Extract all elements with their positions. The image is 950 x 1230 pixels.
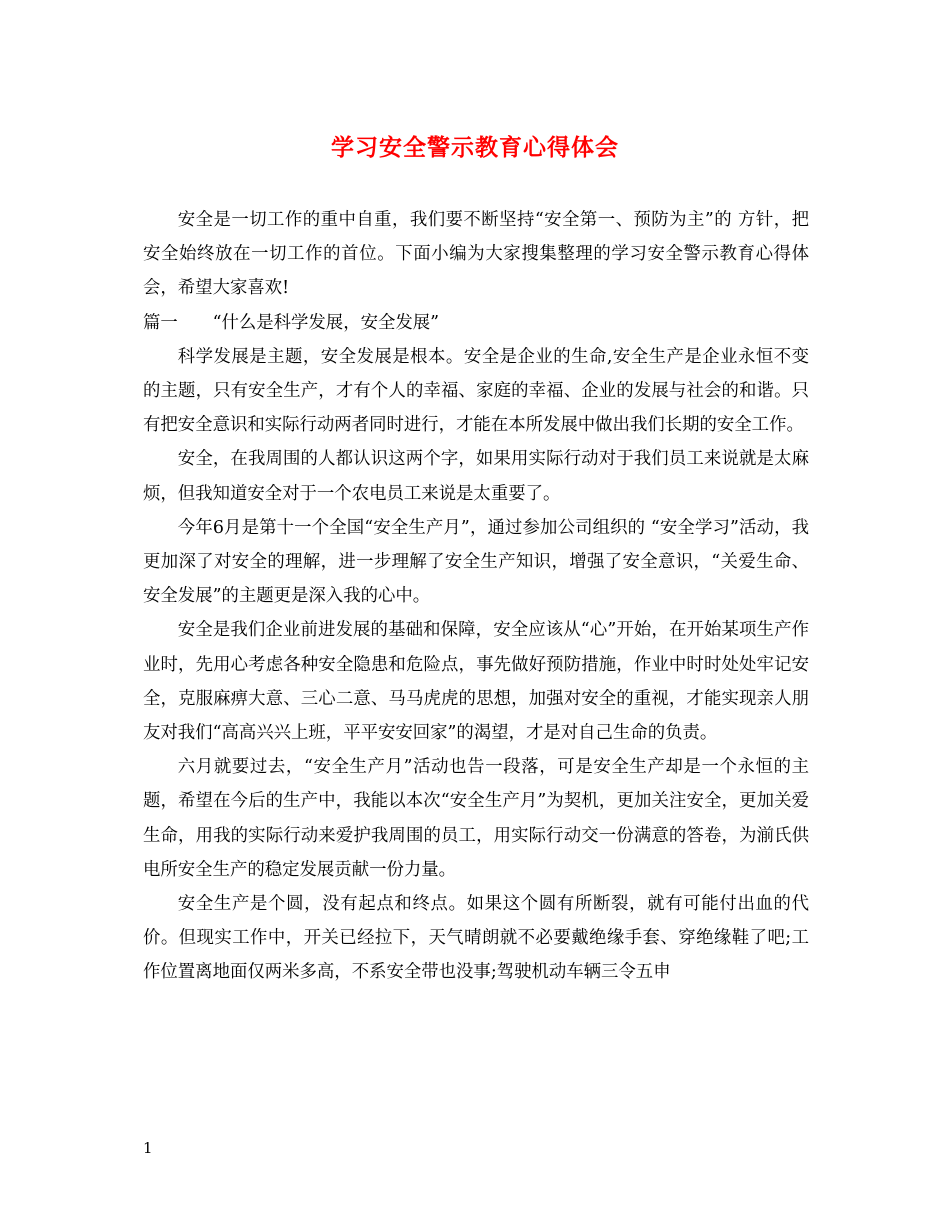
body-paragraph: 今年6月是第十一个全国“安全生产月”，通过参加公司组织的 “安全学习”活动，我更加深了对安全的理解，进一步理解了安全生产知识，增强了安全意识，“关爱生命、安全发展”的主题更是深入我的心中。	[143, 517, 809, 607]
intro-paragraph: 安全是一切工作的重中自重，我们要不断坚持“安全第一、预防为主”的 方针，把安全始终放在一切工作的首位。下面小编为大家搜集整理的学习安全警示教育心得体会，希望大家喜欢!	[143, 210, 809, 299]
body-paragraph: 安全是我们企业前进发展的基础和保障，安全应该从“心”开始，在开始某项生产作业时，先用心考虑各种安全隐患和危险点，事先做好预防措施，作业中时时处处牢记安全，克服麻痹大意、三心二意、马马虎虎的思想，加强对安全的重视，才能实现亲人朋友对我们“高高兴兴上班，平平安安回家”的渴望，才是对自己生命的负责。	[143, 620, 809, 744]
body-paragraph: 安全，在我周围的人都认识这两个字，如果用实际行动对于我们员工来说就是太麻烦，但我知道安全对于一个农电员工来说是太重要了。	[143, 449, 809, 504]
body-paragraph: 科学发展是主题，安全发展是根本。安全是企业的生命,安全生产是企业永恒不变的主题，只有安全生产，才有个人的幸福、家庭的幸福、企业的发展与社会的和谐。只有把安全意识和实际行动两者同时进行，才能在本所发展中做出我们长期的安全工作。	[143, 346, 809, 436]
body-paragraph: 六月就要过去，“安全生产月”活动也告一段落，可是安全生产却是一个永恒的主题，希望在今后的生产中，我能以本次“安全生产月”为契机，更加关注安全，更加关爱生命，用我的实际行动来爱护我周围的员工，用实际行动交一份满意的答卷，为湔氏供电所安全生产的稳定发展贡献一份力量。	[143, 757, 809, 880]
body-paragraph: 安全生产是个圆，没有起点和终点。如果这个圆有所断裂，就有可能付出血的代价。但现实工作中，开关已经拉下，天气晴朗就不必要戴绝缘手套、穿绝缘鞋了吧;工作位置离地面仅两米多高，不系安全带也没事;驾驶机动车辆三令五申	[143, 894, 809, 983]
section-heading: 篇一 “什么是科学发展，安全发展”	[143, 312, 440, 333]
document-body	[143, 203, 809, 990]
page-number: 1	[143, 1139, 153, 1157]
document-title: 学习安全警示教育心得体会	[331, 134, 619, 161]
